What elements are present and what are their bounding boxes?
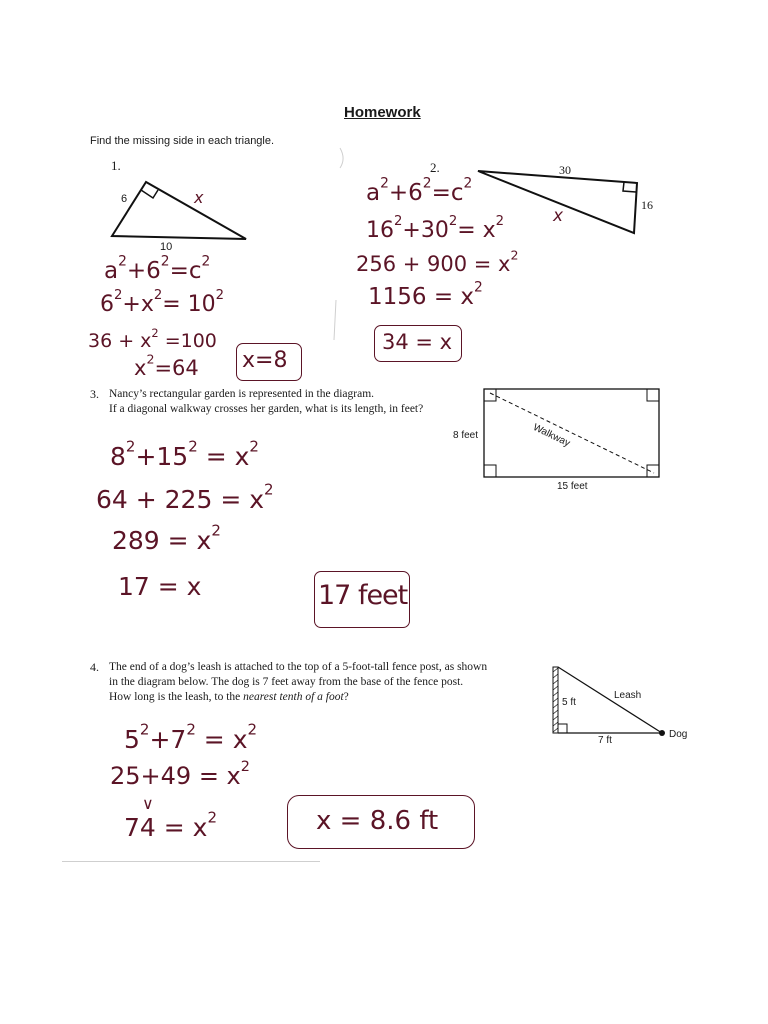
problem-2-side-x: x [553,206,564,226]
problem-3-work-line-4: 17 = x [118,572,202,601]
problem-4-label-post: 5 ft [562,697,576,708]
problem-1-work-line-4: $x^2=64$ [134,351,199,380]
problem-3-label-walkway: Walkway [531,422,572,450]
problem-1-side-a: 6 [121,193,128,205]
problem-1-number: 1. [111,158,121,173]
problem-1-work-line-2: $6^2+x^2= 10^2$ [100,288,225,317]
problem-4-work-line-2: $25+49 = x^2$ [110,759,250,790]
problem-1-answer: x=8 [242,348,288,373]
problem-3-work-line-3: $289 = x^2$ [112,521,221,555]
problem-3-answer: 17 feet [318,580,408,611]
problem-2-number: 2. [430,160,440,175]
problem-3-text-line-1: Nancy’s rectangular garden is represented in the diagram. [109,388,375,400]
page-title: Homework [344,104,421,121]
problem-3-work-line-1: $8^2+15^2 = x^2$ [110,437,259,471]
problem-3-label-height: 8 feet [453,430,479,441]
problem-1-work-line-1: $a^2+6^2=c^2$ [104,253,211,284]
problem-1-side-base: 10 [160,241,173,253]
problem-4-check-mark: ∨ [142,794,154,813]
problem-3-number: 3. [90,387,99,401]
problem-2-work-line-2: $16^2+30^2= x^2$ [366,214,505,243]
problem-2-work-line-1: $a^2+6^2=c^2$ [366,175,473,206]
problem-4-text-line-3: How long is the leash, to the nearest tenth of a foot? [109,691,349,703]
problem-3-text-line-2: If a diagonal walkway crosses her garden, what is its length, in feet? [109,403,424,415]
problem-4-answer: x = 8.6 ft [316,806,439,836]
problem-2-work-line-3: $256 + 900 = x^2$ [356,247,519,276]
problem-4-number: 4. [90,660,99,674]
problem-1-side-x: x [194,188,204,207]
problem-2-work-line-4: $1156 = x^2$ [368,279,483,310]
problem-3-work-line-2: $64 + 225 = x^2$ [96,480,274,514]
problem-2-side-top: 30 [559,163,571,177]
problem-4-label-ground: 7 ft [598,735,612,746]
problem-2-side-right: 16 [641,198,653,212]
page-bottom-rule [62,861,320,862]
instructions: Find the missing side in each triangle. [90,135,275,147]
problem-4-label-dog: Dog [669,729,688,740]
problem-2-answer: 34 = x [382,330,453,354]
problem-1-work-line-3: $36 + x^2 =100$ [88,325,217,352]
problem-3-label-width: 15 feet [557,481,588,492]
problem-4-text-line-1: The end of a dog’s leash is attached to the top of a 5-foot-tall fence post, as shown [109,661,488,673]
problem-4-label-leash: Leash [614,690,642,701]
problem-4-work-line-3: $74 = x^2$ [124,808,217,842]
problem-4-text-line-2: in the diagram below. The dog is 7 feet away from the base of the fence post. [109,676,464,688]
problem-4-work-line-1: $5^2+7^2 = x^2$ [124,720,258,754]
